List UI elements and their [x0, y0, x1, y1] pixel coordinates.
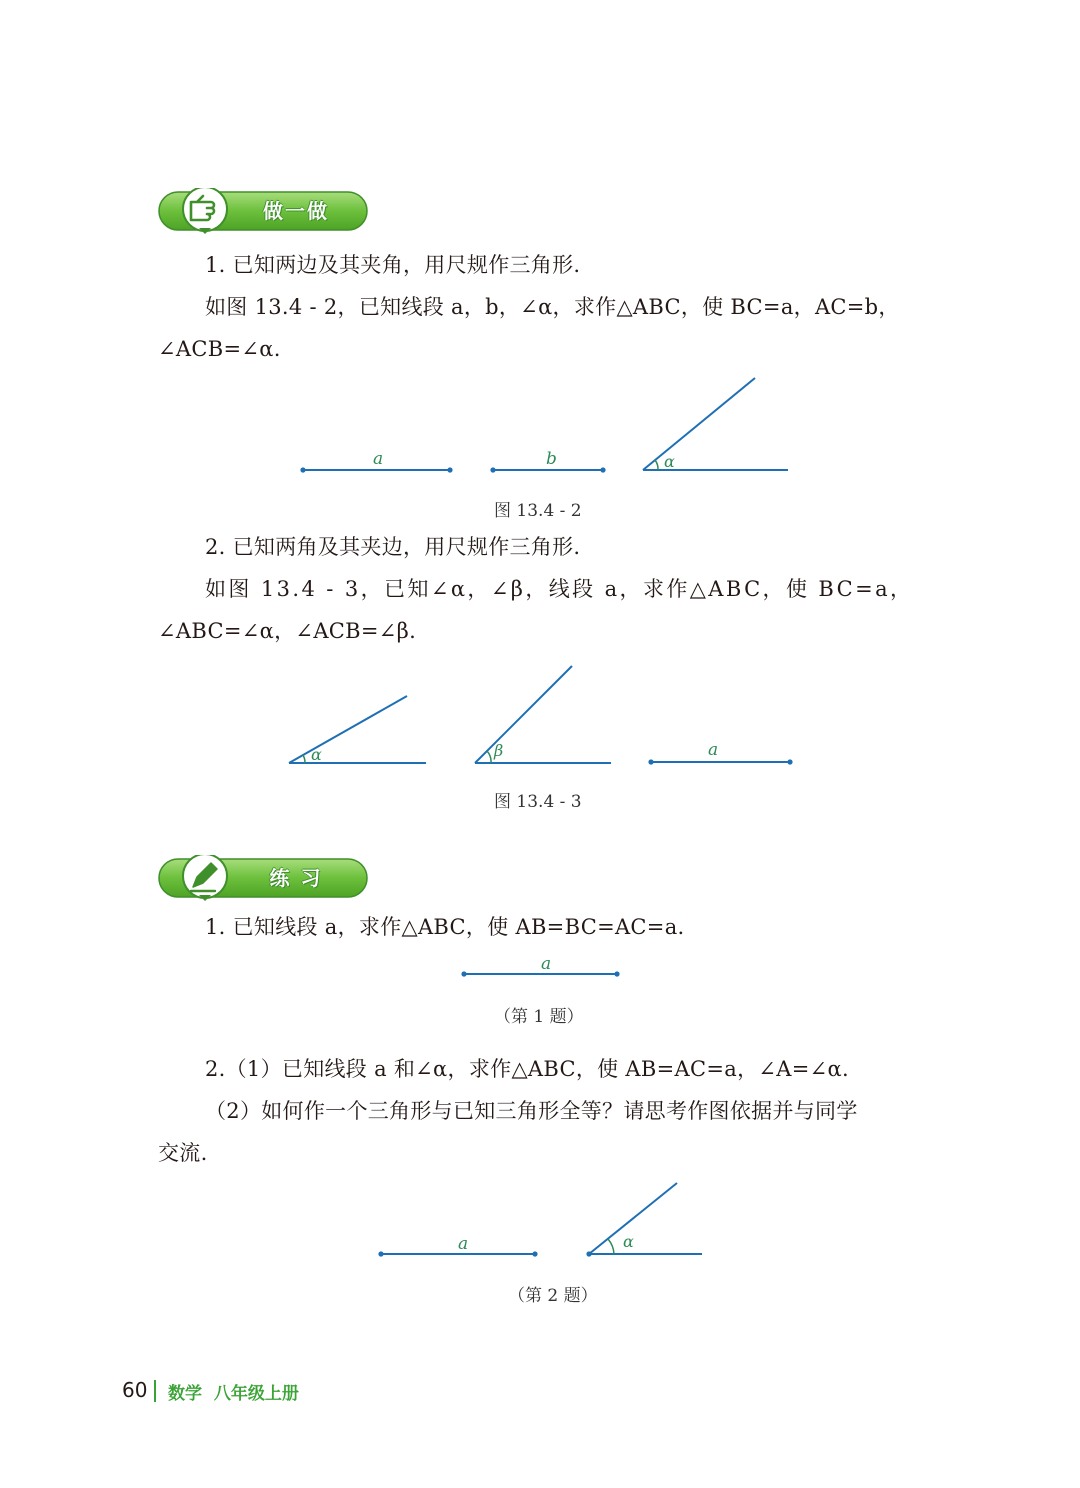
- item1-title: 1. 已知两边及其夹角，用尺规作三角形.: [205, 253, 581, 277]
- label-alpha: α: [623, 1232, 634, 1251]
- label-beta: β: [494, 741, 504, 760]
- angle-alpha-fig2: [289, 696, 426, 764]
- pencil-icon: [183, 857, 227, 897]
- footer-divider: [154, 1380, 156, 1402]
- figure-13-4-2: [290, 370, 800, 485]
- exercise2-caption: （第 2 题）: [508, 1286, 598, 1306]
- segment-b: [490, 449, 605, 473]
- item2-line2: ∠ABC=∠α，∠ACB=∠β.: [158, 619, 417, 643]
- item2-line1: 如图 13.4 - 3，已知∠α，∠β，线段 a，求作△ABC，使 BC=a，: [205, 577, 914, 601]
- figure-caption-13-4-3: 图 13.4 - 3: [494, 792, 582, 812]
- angle-beta: [475, 666, 611, 763]
- exercise1-text: 1. 已知线段 a，求作△ABC，使 AB=BC=AC=a.: [205, 915, 685, 939]
- exercise1-caption: （第 1 题）: [494, 1007, 584, 1027]
- section-badge-lianxi: [157, 855, 369, 901]
- segment-a-fig2: [648, 740, 792, 765]
- label-a: a: [708, 740, 719, 760]
- segment-a-ex2: [378, 1234, 537, 1257]
- figure-caption-13-4-2: 图 13.4 - 2: [494, 501, 582, 521]
- segment-a: [300, 449, 452, 473]
- label-a: a: [373, 449, 384, 469]
- label-a: a: [458, 1234, 469, 1254]
- figure-13-4-3: [280, 660, 810, 775]
- section-badge-zuoyizuo: [157, 188, 369, 234]
- exercise2-line3: 交流.: [158, 1141, 208, 1165]
- angle-alpha-ex2: [586, 1183, 702, 1257]
- badge-label: 练 习: [269, 866, 323, 890]
- exercise2-line1: 2.（1）已知线段 a 和∠α，求作△ABC，使 AB=AC=a，∠A=∠α.: [205, 1057, 849, 1081]
- badge-label: 做一做: [263, 199, 329, 223]
- angle-alpha: [643, 378, 788, 471]
- page-number: 60: [122, 1378, 148, 1402]
- hand-icon: [183, 190, 227, 230]
- exercise1-figure: [450, 950, 630, 986]
- item2-title: 2. 已知两角及其夹边，用尺规作三角形.: [205, 535, 581, 559]
- item1-line2: ∠ACB=∠α.: [158, 337, 281, 361]
- exercise2-line2: （2）如何作一个三角形与已知三角形全等？请思考作图依据并与同学: [205, 1099, 858, 1123]
- label-alpha: α: [664, 452, 675, 471]
- label-a: a: [541, 954, 552, 974]
- label-b: b: [546, 449, 557, 469]
- label-alpha: α: [311, 745, 322, 764]
- exercise2-figure: [370, 1175, 710, 1265]
- item1-line1: 如图 13.4 - 2，已知线段 a，b，∠α，求作△ABC，使 BC=a，AC=b，: [205, 295, 900, 319]
- segment-a-ex1: [461, 954, 619, 977]
- book-title: 数学 八年级上册: [168, 1384, 299, 1404]
